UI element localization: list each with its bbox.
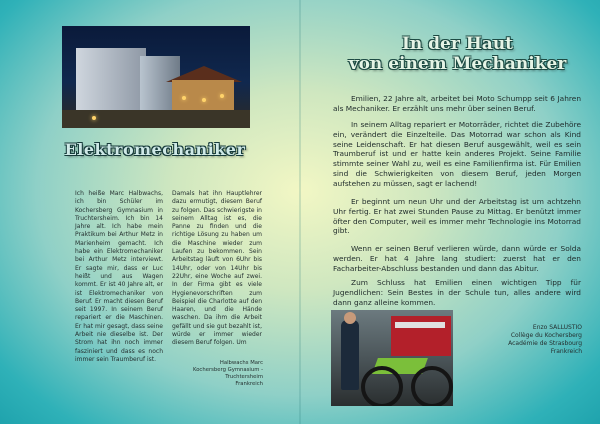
signature-country: Frankreich <box>235 381 263 387</box>
left-article-column-2: Damals hat ihn Hauptlehrer dazu ermutigt, diesem Beruf zu folgen. Das schwierigste in seinem Alltag ist es, die Panne zu finden und die richtige Lösung zu haben um die Maschine wieder zum Laufen zu bekommen. Sein Arbeitstag läuft von 6Uhr bis 14Uhr, oder von 14Uhr bis 22Uhr, eine Woche auf zwei. In der Firma gibt es viele Hygienevorschriften zum Beispiel die Charlotte auf den Haaren, und die Hände waschen. Da ihm die Arbeit gefällt und sie gut bezahlt ist, würde er immer wieder diesem Beruf folgen. Um <box>172 190 262 347</box>
title-line-2: von einem Mechaniker <box>348 54 567 74</box>
right-paragraph: Wenn er seinen Beruf verlieren würde, dann würde er Solda werden. Er hat 4 Jahre lang studiert: zuerst hat er den Facharbeiter-Abschluss bestanden und dann das Abitur. <box>333 244 581 273</box>
right-paragraph: Zum Schluss hat Emilien einen wichtigen Tipp für Jugendlichen: Sein Bestes in der Schule tun, alles andere wird dann ganz alleine kommen. <box>333 278 581 307</box>
right-paragraph: In seinem Alltag repariert er Motorräder, richtet die Zubehöre ein, verändert die Einzelteile. Das Motorrad war schon als Kind seine Leidenschaft. Er hat diesen Beruf ausgewählt, weil es sein Traumberuf ist und er hatte kein anderes Projekt. Seine Familie stimmte seiner Wahl zu, weil es eine Familienfirma ist. Für Emilien sind die Schwierigkeiten von diesem Beruf, jeden Morgen aufstehen zu müssen, sagt er lachend! <box>333 120 581 188</box>
left-article-column-1: Ich heiße Marc Halbwachs, ich bin Schüler im Kochersberg Gymnasium in Truchtersheim. Ich bin 14 Jahre alt. Ich habe mein Praktikum bei Arthur Metz in Marienheim gemacht. Ich habe ein Elektromechaniker bei Arthur Metz interviewt. Er sagte mir, dass er Luc heißt und aus Wagen kommt. Er ist 40 Jahre alt, er ist Elektromechaniker von Beruf. Er macht diesen Beruf seit 1997. In seinem Beruf repariert er die Maschinen. Er hat mir gesagt, dass seine Arbeit nie dieselbe ist. Der Strom hat ihn noch immer fasziniert und dass es noch immer sein Traumberuf ist. <box>75 190 163 363</box>
right-paragraph: Er beginnt um neun Uhr und der Arbeitstag ist um achtzehn Uhr fertig. Er hat zwei Stunden Pause zu Mittag. Er benützt immer öfter den Computer, weil es immer mehr Technologie ins Motorrad gibt. <box>333 197 581 236</box>
mechanic-photo <box>331 310 453 406</box>
signature-name: Enzo SALLUSTIO <box>532 324 582 331</box>
signature-name: Halbwachs Marc <box>219 360 263 366</box>
right-article-title <box>325 34 590 74</box>
title-line-1: In der Haut <box>401 34 514 54</box>
left-article-title: Elektromechaniker <box>64 140 246 159</box>
signature-school: Collège du Kochersberg <box>510 332 582 339</box>
signature-academy: Académie de Strasbourg <box>508 340 582 347</box>
right-article-signature <box>458 324 582 356</box>
right-paragraph: Emilien, 22 Jahre alt, arbeitet bei Moto Schumpp seit 6 Jahren als Mechaniker. Er erzählt uns mehr über seinen Beruf. <box>333 94 581 113</box>
page-fold <box>299 0 301 424</box>
signature-country: Frankreich <box>550 348 582 355</box>
building-photo <box>62 26 250 128</box>
signature-school: Kochersberg Gymnasium - Truchtersheim <box>192 367 263 380</box>
left-article-signature <box>155 360 263 388</box>
